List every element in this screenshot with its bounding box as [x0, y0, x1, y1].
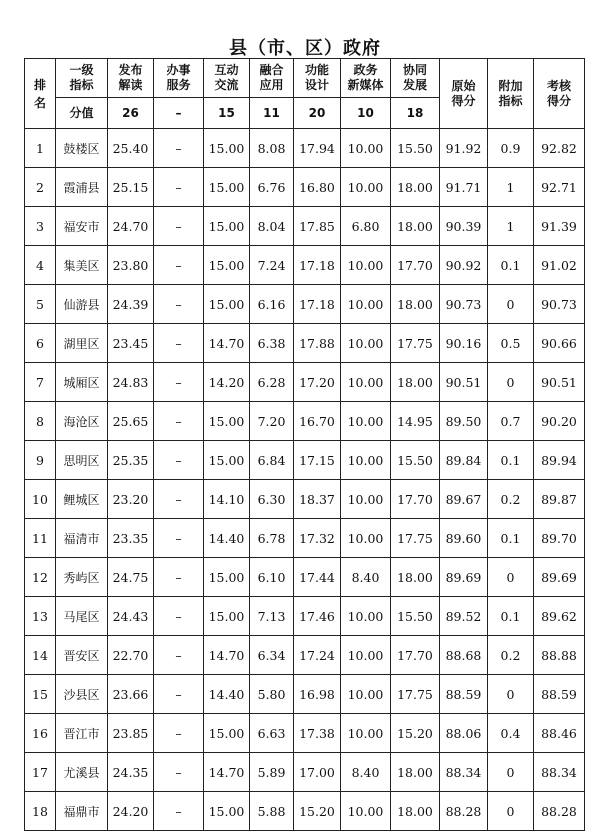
cell-fusion: 6.76 — [250, 168, 294, 207]
cell-interact: 15.00 — [204, 714, 250, 753]
cell-interact: 15.00 — [204, 402, 250, 441]
cell-name: 秀屿区 — [56, 558, 108, 597]
extra-header: 附加 指标 — [488, 59, 534, 129]
cell-function: 16.98 — [294, 675, 341, 714]
cell-extra: 0 — [488, 675, 534, 714]
cell-function: 17.18 — [294, 285, 341, 324]
cell-media: 10.00 — [341, 324, 391, 363]
cell-extra: 0.4 — [488, 714, 534, 753]
cell-function: 17.00 — [294, 753, 341, 792]
cell-release: 25.35 — [108, 441, 154, 480]
fusion-header: 融合 应用 — [250, 59, 294, 98]
cell-raw: 91.71 — [440, 168, 488, 207]
cell-service: – — [154, 168, 204, 207]
cell-raw: 88.59 — [440, 675, 488, 714]
cell-coop: 18.00 — [391, 168, 440, 207]
cell-final: 90.73 — [534, 285, 585, 324]
table-row — [25, 285, 585, 324]
table-body — [25, 129, 585, 831]
interact-header: 互动 交流 — [204, 59, 250, 98]
final-score-header: 考核 得分 — [534, 59, 585, 129]
cell-raw: 89.52 — [440, 597, 488, 636]
table-row — [25, 753, 585, 792]
cell-coop: 15.50 — [391, 597, 440, 636]
cell-final: 90.20 — [534, 402, 585, 441]
cell-interact: 15.00 — [204, 168, 250, 207]
cell-name: 集美区 — [56, 246, 108, 285]
cell-media: 10.00 — [341, 714, 391, 753]
table-row — [25, 168, 585, 207]
cell-rank: 18 — [25, 792, 56, 831]
cell-interact: 14.70 — [204, 324, 250, 363]
cell-extra: 0 — [488, 753, 534, 792]
cell-function: 17.88 — [294, 324, 341, 363]
cell-media: 10.00 — [341, 597, 391, 636]
cell-function: 17.15 — [294, 441, 341, 480]
table-row — [25, 519, 585, 558]
cell-name: 城厢区 — [56, 363, 108, 402]
cell-fusion: 8.08 — [250, 129, 294, 168]
cell-name: 鼓楼区 — [56, 129, 108, 168]
cell-service: – — [154, 597, 204, 636]
cell-release: 24.70 — [108, 207, 154, 246]
cell-rank: 10 — [25, 480, 56, 519]
cell-interact: 15.00 — [204, 207, 250, 246]
header-row — [25, 59, 585, 98]
max-release: 26 — [108, 98, 154, 129]
cell-service: – — [154, 636, 204, 675]
cell-rank: 2 — [25, 168, 56, 207]
cell-media: 10.00 — [341, 792, 391, 831]
cell-fusion: 5.88 — [250, 792, 294, 831]
cell-coop: 17.70 — [391, 636, 440, 675]
cell-release: 24.75 — [108, 558, 154, 597]
cell-final: 89.94 — [534, 441, 585, 480]
cell-media: 10.00 — [341, 129, 391, 168]
cell-coop: 15.50 — [391, 441, 440, 480]
cell-coop: 15.50 — [391, 129, 440, 168]
cell-coop: 17.70 — [391, 246, 440, 285]
cell-interact: 15.00 — [204, 558, 250, 597]
cell-rank: 1 — [25, 129, 56, 168]
cell-interact: 15.00 — [204, 792, 250, 831]
cell-interact: 15.00 — [204, 597, 250, 636]
table-row — [25, 246, 585, 285]
cell-final: 89.70 — [534, 519, 585, 558]
cell-extra: 0.1 — [488, 246, 534, 285]
cell-release: 23.80 — [108, 246, 154, 285]
cell-rank: 12 — [25, 558, 56, 597]
cell-fusion: 6.10 — [250, 558, 294, 597]
cell-raw: 90.16 — [440, 324, 488, 363]
cell-coop: 18.00 — [391, 792, 440, 831]
cell-coop: 14.95 — [391, 402, 440, 441]
cell-rank: 7 — [25, 363, 56, 402]
cell-final: 88.28 — [534, 792, 585, 831]
cell-service: – — [154, 402, 204, 441]
cell-final: 92.71 — [534, 168, 585, 207]
cell-fusion: 5.89 — [250, 753, 294, 792]
cell-extra: 0 — [488, 792, 534, 831]
cell-service: – — [154, 558, 204, 597]
cell-final: 90.51 — [534, 363, 585, 402]
cell-service: – — [154, 285, 204, 324]
cell-extra: 0.9 — [488, 129, 534, 168]
cell-function: 15.20 — [294, 792, 341, 831]
cell-release: 23.85 — [108, 714, 154, 753]
cell-raw: 88.68 — [440, 636, 488, 675]
cell-raw: 89.50 — [440, 402, 488, 441]
cell-function: 17.94 — [294, 129, 341, 168]
cell-extra: 0 — [488, 363, 534, 402]
table-row — [25, 324, 585, 363]
coop-header: 协同 发展 — [391, 59, 440, 98]
rank-header: 排 名 — [25, 59, 56, 129]
cell-name: 晋安区 — [56, 636, 108, 675]
cell-rank: 16 — [25, 714, 56, 753]
cell-final: 88.88 — [534, 636, 585, 675]
cell-raw: 88.06 — [440, 714, 488, 753]
cell-release: 25.15 — [108, 168, 154, 207]
cell-function: 16.70 — [294, 402, 341, 441]
cell-raw: 90.92 — [440, 246, 488, 285]
cell-interact: 15.00 — [204, 246, 250, 285]
max-function: 20 — [294, 98, 341, 129]
function-header: 功能 设计 — [294, 59, 341, 98]
cell-function: 17.38 — [294, 714, 341, 753]
cell-release: 23.66 — [108, 675, 154, 714]
cell-rank: 9 — [25, 441, 56, 480]
cell-name: 湖里区 — [56, 324, 108, 363]
cell-raw: 90.39 — [440, 207, 488, 246]
table-row — [25, 636, 585, 675]
cell-name: 思明区 — [56, 441, 108, 480]
cell-name: 晋江市 — [56, 714, 108, 753]
table-row — [25, 675, 585, 714]
cell-final: 88.59 — [534, 675, 585, 714]
cell-rank: 3 — [25, 207, 56, 246]
cell-coop: 18.00 — [391, 207, 440, 246]
cell-fusion: 8.04 — [250, 207, 294, 246]
cell-raw: 88.34 — [440, 753, 488, 792]
cell-coop: 18.00 — [391, 285, 440, 324]
cell-function: 17.24 — [294, 636, 341, 675]
cell-service: – — [154, 246, 204, 285]
cell-final: 89.87 — [534, 480, 585, 519]
cell-function: 17.44 — [294, 558, 341, 597]
cell-release: 24.83 — [108, 363, 154, 402]
cell-name: 海沧区 — [56, 402, 108, 441]
service-header: 办事 服务 — [154, 59, 204, 98]
max-coop: 18 — [391, 98, 440, 129]
cell-name: 鲤城区 — [56, 480, 108, 519]
cell-coop: 17.75 — [391, 324, 440, 363]
cell-coop: 18.00 — [391, 363, 440, 402]
cell-service: – — [154, 324, 204, 363]
cell-service: – — [154, 675, 204, 714]
cell-coop: 18.00 — [391, 753, 440, 792]
cell-extra: 1 — [488, 168, 534, 207]
cell-fusion: 6.30 — [250, 480, 294, 519]
cell-extra: 0.1 — [488, 597, 534, 636]
cell-service: – — [154, 753, 204, 792]
table-row — [25, 714, 585, 753]
cell-rank: 11 — [25, 519, 56, 558]
table-row — [25, 792, 585, 831]
cell-name: 福安市 — [56, 207, 108, 246]
cell-service: – — [154, 441, 204, 480]
table-row — [25, 363, 585, 402]
cell-release: 24.20 — [108, 792, 154, 831]
cell-name: 尤溪县 — [56, 753, 108, 792]
cell-media: 10.00 — [341, 246, 391, 285]
cell-final: 90.66 — [534, 324, 585, 363]
cell-final: 89.69 — [534, 558, 585, 597]
cell-interact: 14.40 — [204, 675, 250, 714]
cell-service: – — [154, 363, 204, 402]
cell-function: 18.37 — [294, 480, 341, 519]
cell-name: 仙游县 — [56, 285, 108, 324]
cell-name: 沙县区 — [56, 675, 108, 714]
media-header: 政务 新媒体 — [341, 59, 391, 98]
table-row — [25, 480, 585, 519]
cell-rank: 15 — [25, 675, 56, 714]
cell-fusion: 6.38 — [250, 324, 294, 363]
cell-coop: 15.20 — [391, 714, 440, 753]
cell-release: 23.20 — [108, 480, 154, 519]
cell-interact: 15.00 — [204, 285, 250, 324]
cell-service: – — [154, 714, 204, 753]
table-row — [25, 402, 585, 441]
cell-release: 22.70 — [108, 636, 154, 675]
cell-final: 91.39 — [534, 207, 585, 246]
cell-media: 10.00 — [341, 480, 391, 519]
cell-fusion: 6.63 — [250, 714, 294, 753]
cell-final: 88.34 — [534, 753, 585, 792]
cell-raw: 89.69 — [440, 558, 488, 597]
cell-media: 8.40 — [341, 753, 391, 792]
cell-release: 24.35 — [108, 753, 154, 792]
cell-raw: 89.67 — [440, 480, 488, 519]
cell-service: – — [154, 129, 204, 168]
cell-interact: 14.70 — [204, 753, 250, 792]
cell-interact: 14.10 — [204, 480, 250, 519]
cell-extra: 0.2 — [488, 480, 534, 519]
cell-rank: 14 — [25, 636, 56, 675]
cell-fusion: 6.84 — [250, 441, 294, 480]
cell-release: 25.65 — [108, 402, 154, 441]
cell-coop: 17.75 — [391, 519, 440, 558]
cell-fusion: 7.24 — [250, 246, 294, 285]
cell-media: 10.00 — [341, 519, 391, 558]
cell-function: 17.18 — [294, 246, 341, 285]
cell-name: 福清市 — [56, 519, 108, 558]
cell-service: – — [154, 792, 204, 831]
cell-rank: 17 — [25, 753, 56, 792]
cell-fusion: 7.20 — [250, 402, 294, 441]
score-table — [24, 58, 585, 831]
cell-rank: 8 — [25, 402, 56, 441]
cell-rank: 6 — [25, 324, 56, 363]
cell-media: 10.00 — [341, 675, 391, 714]
max-interact: 15 — [204, 98, 250, 129]
cell-function: 17.20 — [294, 363, 341, 402]
table-row — [25, 441, 585, 480]
cell-raw: 90.73 — [440, 285, 488, 324]
cell-release: 25.40 — [108, 129, 154, 168]
cell-service: – — [154, 480, 204, 519]
cell-raw: 90.51 — [440, 363, 488, 402]
cell-fusion: 6.16 — [250, 285, 294, 324]
cell-rank: 4 — [25, 246, 56, 285]
cell-final: 89.62 — [534, 597, 585, 636]
cell-media: 10.00 — [341, 441, 391, 480]
cell-final: 92.82 — [534, 129, 585, 168]
cell-media: 10.00 — [341, 363, 391, 402]
cell-release: 24.43 — [108, 597, 154, 636]
cell-service: – — [154, 207, 204, 246]
table-row — [25, 129, 585, 168]
max-media: 10 — [341, 98, 391, 129]
cell-final: 91.02 — [534, 246, 585, 285]
cell-fusion: 6.78 — [250, 519, 294, 558]
cell-final: 88.46 — [534, 714, 585, 753]
cell-name: 霞浦县 — [56, 168, 108, 207]
cell-fusion: 5.80 — [250, 675, 294, 714]
cell-fusion: 7.13 — [250, 597, 294, 636]
indicator-header: 一级 指标 — [56, 59, 108, 98]
max-score-label: 分值 — [56, 98, 108, 129]
cell-function: 17.85 — [294, 207, 341, 246]
cell-media: 10.00 — [341, 285, 391, 324]
cell-fusion: 6.28 — [250, 363, 294, 402]
cell-release: 24.39 — [108, 285, 154, 324]
table-row — [25, 207, 585, 246]
cell-extra: 0.5 — [488, 324, 534, 363]
cell-coop: 17.70 — [391, 480, 440, 519]
cell-extra: 0.1 — [488, 519, 534, 558]
cell-media: 6.80 — [341, 207, 391, 246]
cell-interact: 15.00 — [204, 129, 250, 168]
max-fusion: 11 — [250, 98, 294, 129]
max-service: – — [154, 98, 204, 129]
raw-score-header: 原始 得分 — [440, 59, 488, 129]
cell-raw: 91.92 — [440, 129, 488, 168]
cell-raw: 89.84 — [440, 441, 488, 480]
cell-release: 23.35 — [108, 519, 154, 558]
cell-media: 10.00 — [341, 168, 391, 207]
cell-fusion: 6.34 — [250, 636, 294, 675]
cell-rank: 13 — [25, 597, 56, 636]
cell-service: – — [154, 519, 204, 558]
cell-interact: 14.40 — [204, 519, 250, 558]
cell-interact: 14.70 — [204, 636, 250, 675]
cell-extra: 0 — [488, 285, 534, 324]
cell-coop: 17.75 — [391, 675, 440, 714]
cell-coop: 18.00 — [391, 558, 440, 597]
cell-raw: 88.28 — [440, 792, 488, 831]
cell-release: 23.45 — [108, 324, 154, 363]
cell-interact: 14.20 — [204, 363, 250, 402]
release-header: 发布 解读 — [108, 59, 154, 98]
cell-media: 8.40 — [341, 558, 391, 597]
cell-function: 17.32 — [294, 519, 341, 558]
page-title: 县（市、区）政府 — [229, 38, 381, 59]
cell-raw: 89.60 — [440, 519, 488, 558]
cell-name: 福鼎市 — [56, 792, 108, 831]
cell-extra: 1 — [488, 207, 534, 246]
cell-rank: 5 — [25, 285, 56, 324]
table-row — [25, 597, 585, 636]
cell-media: 10.00 — [341, 402, 391, 441]
cell-function: 17.46 — [294, 597, 341, 636]
cell-extra: 0 — [488, 558, 534, 597]
cell-function: 16.80 — [294, 168, 341, 207]
cell-media: 10.00 — [341, 636, 391, 675]
cell-extra: 0.2 — [488, 636, 534, 675]
table-row — [25, 558, 585, 597]
cell-extra: 0.1 — [488, 441, 534, 480]
cell-interact: 15.00 — [204, 441, 250, 480]
cell-extra: 0.7 — [488, 402, 534, 441]
cell-name: 马尾区 — [56, 597, 108, 636]
